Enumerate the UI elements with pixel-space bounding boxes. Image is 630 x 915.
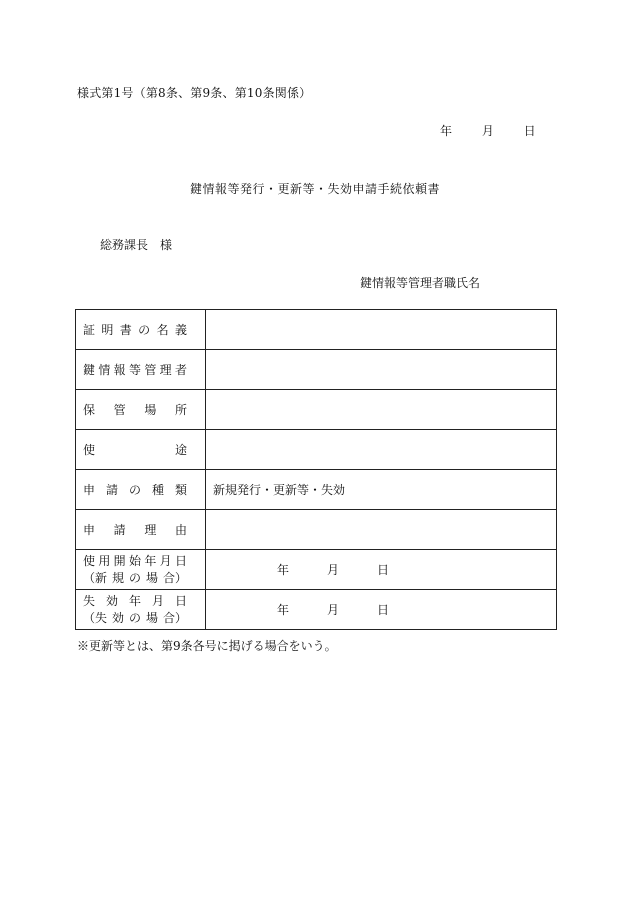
addressee: 総務課長 様 <box>100 238 173 252</box>
request-type-label: 申 請 の 種 類 <box>76 470 206 510</box>
expiry-date-field[interactable]: 年 月 日 <box>206 590 557 630</box>
request-reason-field[interactable] <box>206 510 557 550</box>
expiry-date-label: 失 効 年 月 日 （失 効 の 場 合） <box>76 590 206 630</box>
footnote: ※更新等とは、第9条各号に掲げる場合をいう。 <box>77 639 337 653</box>
certificate-name-field[interactable] <box>206 310 557 350</box>
start-date-field[interactable]: 年 月 日 <box>206 550 557 590</box>
request-reason-label: 申 請 理 由 <box>76 510 206 550</box>
purpose-field[interactable] <box>206 430 557 470</box>
storage-location-field[interactable] <box>206 390 557 430</box>
table-row <box>76 350 557 390</box>
table-row <box>76 590 557 630</box>
storage-location-label: 保 管 場 所 <box>76 390 206 430</box>
purpose-label: 使 途 <box>76 430 206 470</box>
start-date-label: 使 用 開 始 年 月 日 （新 規 の 場 合） <box>76 550 206 590</box>
table-row <box>76 550 557 590</box>
table-row <box>76 390 557 430</box>
table-row <box>76 310 557 350</box>
table-row <box>76 470 557 510</box>
date-line <box>440 122 536 139</box>
request-form-table <box>75 309 557 630</box>
key-manager-label: 鍵 情 報 等 管 理 者 <box>76 350 206 390</box>
requester-name-label: 鍵情報等管理者職氏名 <box>360 276 481 290</box>
table-row <box>76 430 557 470</box>
table-row <box>76 510 557 550</box>
year-label: 年 <box>440 124 453 138</box>
form-number: 様式第1号（第8条、第9条、第10条関係） <box>77 86 312 100</box>
request-type-options[interactable]: 新規発行・更新等・失効 <box>206 470 557 510</box>
key-manager-field[interactable] <box>206 350 557 390</box>
certificate-name-label: 証 明 書 の 名 義 <box>76 310 206 350</box>
month-label: 月 <box>481 124 494 138</box>
day-label: 日 <box>523 124 536 138</box>
document-title: 鍵情報等発行・更新等・失効申請手続依頼書 <box>189 182 440 196</box>
